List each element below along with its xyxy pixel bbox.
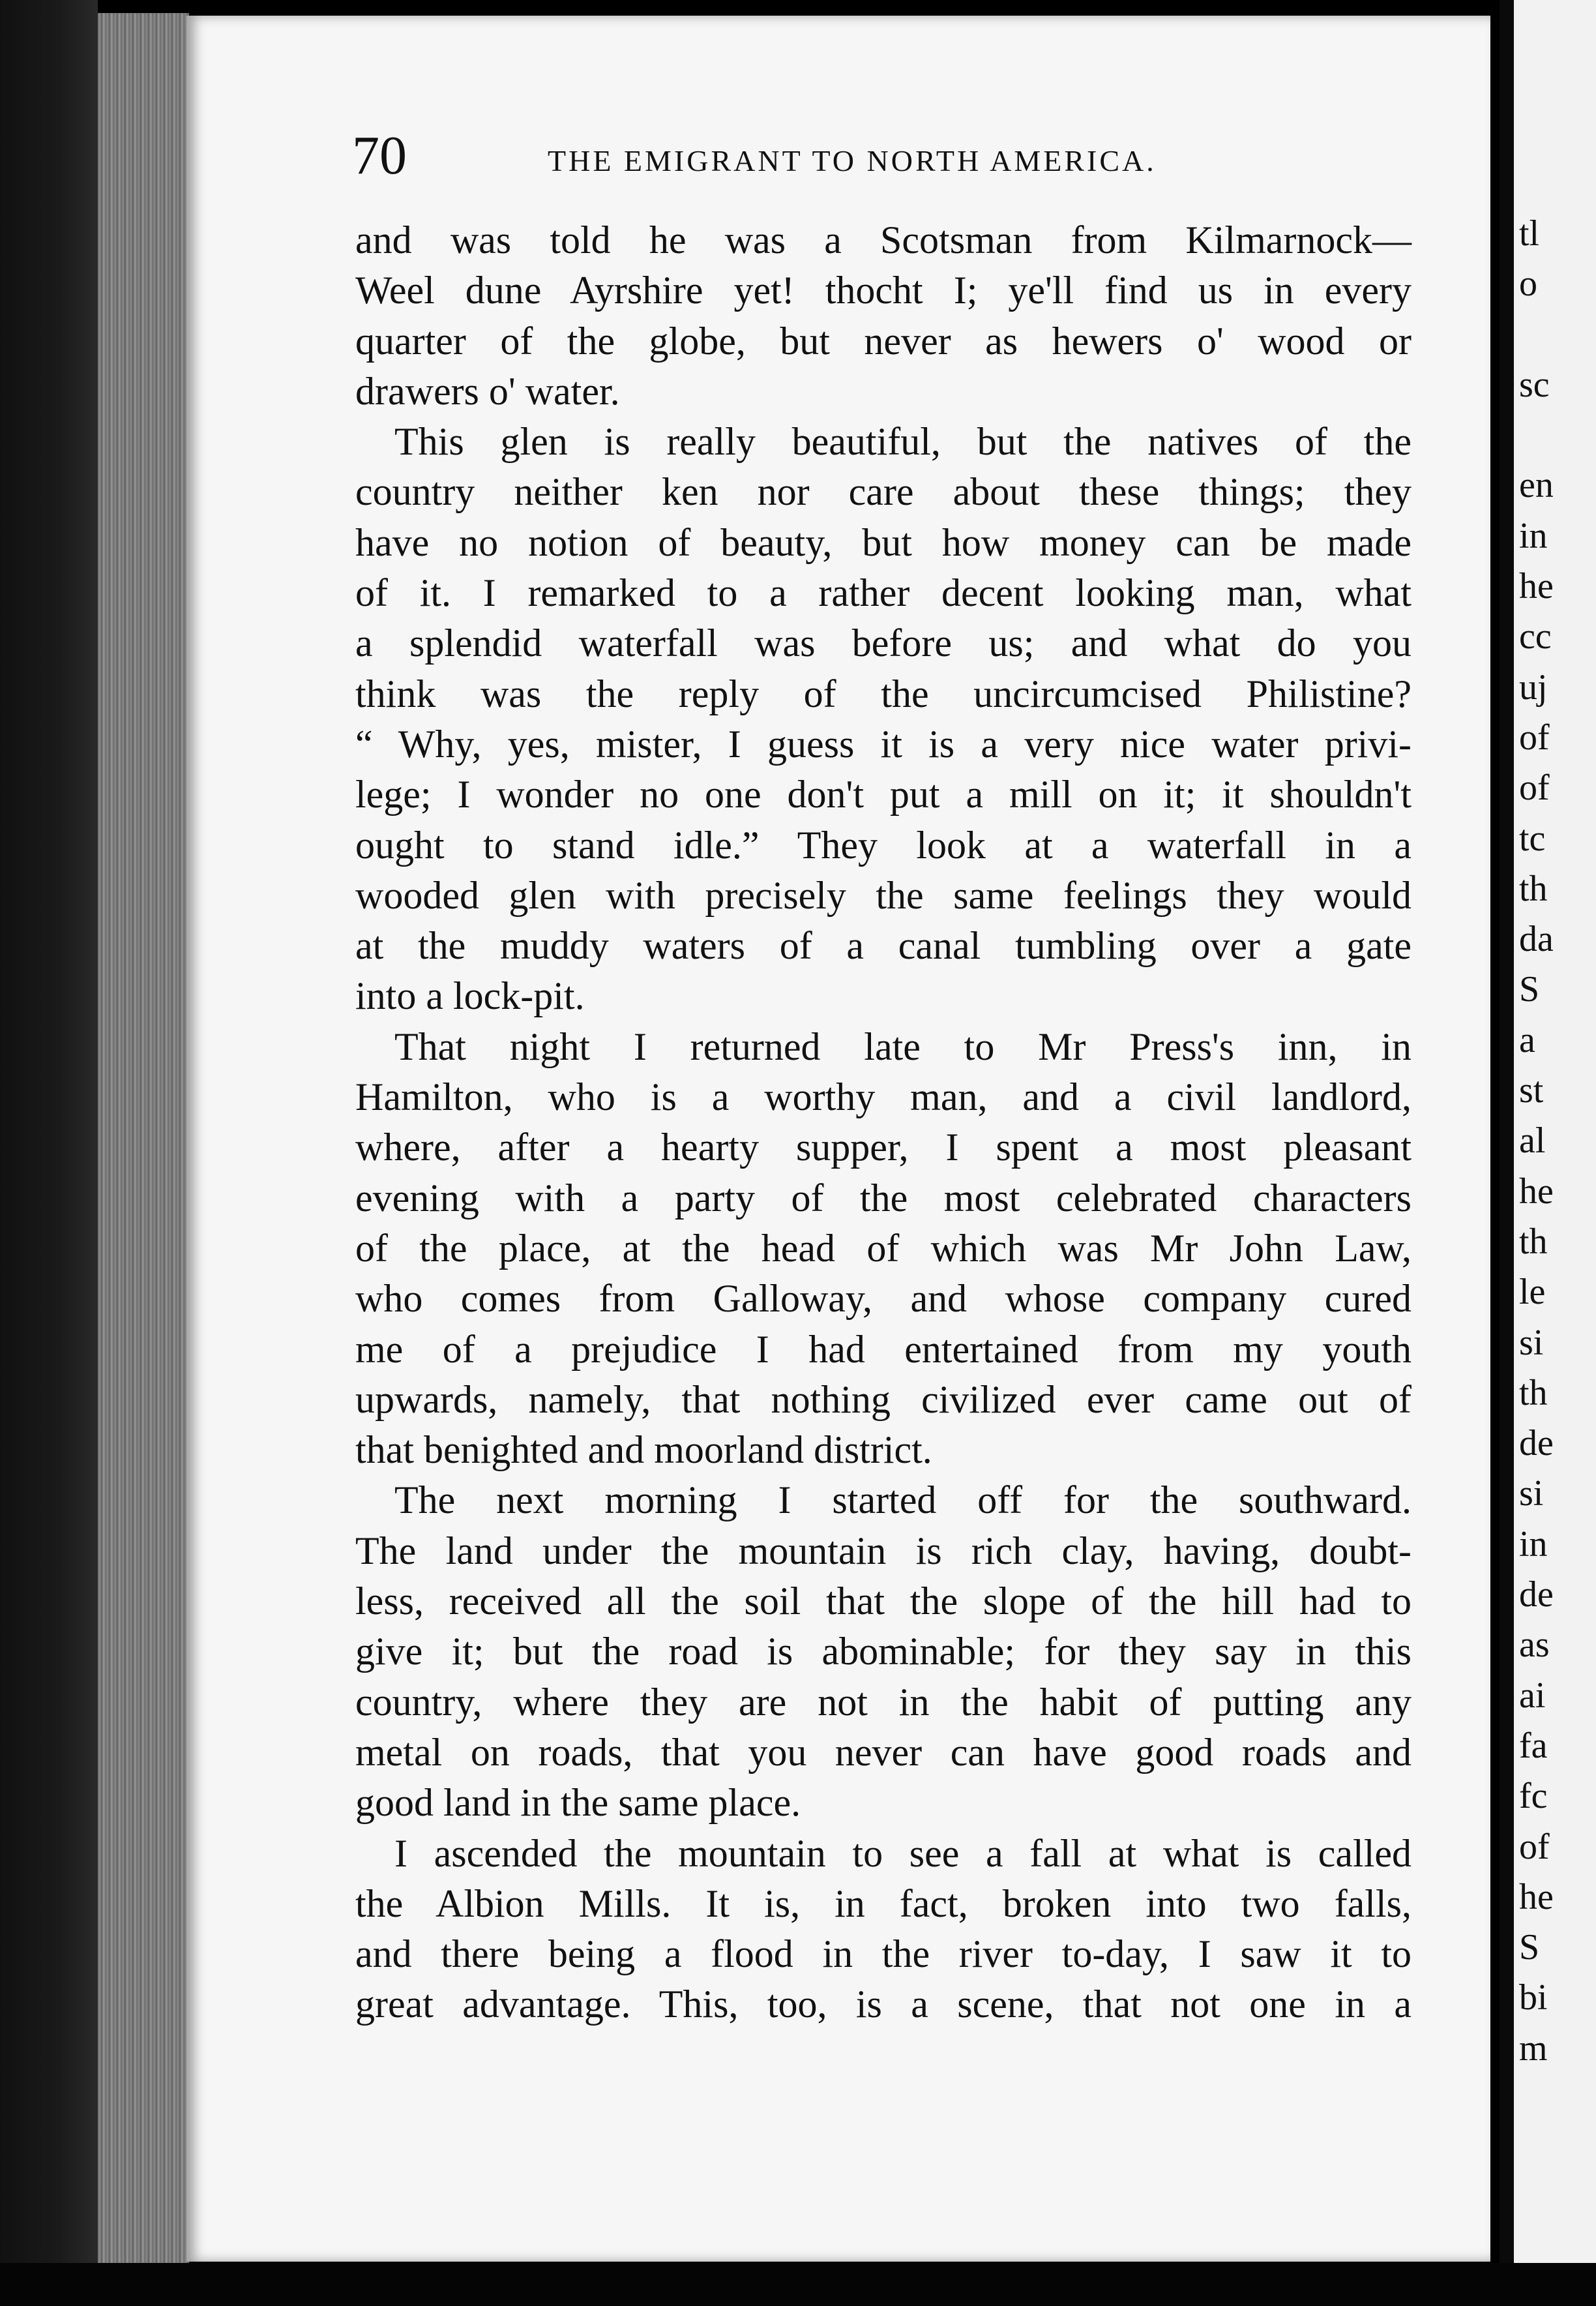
facing-page-fragment: bi <box>1519 1977 1548 2018</box>
facing-page-fragment: of <box>1519 1826 1550 1867</box>
facing-page-fragment: th <box>1519 1221 1548 1262</box>
facing-page-fragment: si <box>1519 1322 1544 1363</box>
facing-page-fragment: le <box>1519 1272 1546 1313</box>
page-header <box>352 124 1265 186</box>
facing-page-fragment: a <box>1519 1019 1535 1060</box>
text-line: into a lock-pit. <box>355 974 585 1018</box>
text-line: where, after a hearty supper, I spent a most pleasant <box>355 1126 1411 1169</box>
facing-page-fragment: tc <box>1519 818 1546 859</box>
text-line: have no notion of beauty, but how money can be made <box>355 520 1411 564</box>
text-line: great advantage. This, too, is a scene, that not one in a <box>355 1983 1411 2026</box>
facing-page-fragment: in <box>1519 515 1548 556</box>
page-number: 70 <box>352 125 407 186</box>
facing-page-fragment: da <box>1519 919 1554 960</box>
text-line: that benighted and moorland district. <box>355 1428 932 1472</box>
facing-page-fragment: as <box>1519 1625 1550 1666</box>
text-line: and was told he was a Scotsman from Kilmarnock— <box>355 218 1411 262</box>
text-line: the Albion Mills. It is, in fact, broken into two falls, <box>355 1881 1411 1925</box>
running-head: THE EMIGRANT TO NORTH AMERICA. <box>548 144 1157 177</box>
text-line: Weel dune Ayrshire yet! thocht I; ye'll find us in every <box>355 269 1411 312</box>
facing-page-fragment: S <box>1519 1927 1540 1968</box>
text-line: less, received all the soil that the slope of the hill had to <box>355 1580 1411 1623</box>
facing-page-fragment: si <box>1519 1473 1544 1514</box>
text-line: at the muddy waters of a canal tumbling over a gate <box>355 924 1411 968</box>
facing-page-fragment: fa <box>1519 1725 1548 1766</box>
book-spine-page-edges <box>98 13 189 2283</box>
text-line: drawers o' water. <box>355 369 620 413</box>
text-line: good land in the same place. <box>355 1781 801 1825</box>
text-line: wooded glen with precisely the same feelings they would <box>355 873 1411 917</box>
facing-page-fragment: S <box>1519 969 1540 1010</box>
text-line: upwards, namely, that nothing civilized ever came out of <box>355 1377 1411 1421</box>
facing-page-text-fragments <box>1519 209 1591 2074</box>
facing-page-fragment: of <box>1519 768 1550 809</box>
text-line: “ Why, yes, mister, I guess it is a very nice water privi- <box>355 722 1411 766</box>
text-line: Hamilton, who is a worthy man, and a civil landlord, <box>355 1075 1411 1119</box>
text-line: ought to stand idle.” They look at a waterfall in a <box>355 823 1411 867</box>
text-line: of the place, at the head of which was Mr John Law, <box>355 1226 1411 1270</box>
text-line: The land under the mountain is rich clay, having, doubt- <box>355 1529 1411 1572</box>
facing-page-fragment: th <box>1519 868 1548 909</box>
facing-page-fragment: st <box>1519 1070 1544 1111</box>
text-line: think was the reply of the uncircumcised Philistine? <box>355 672 1411 715</box>
text-line: who comes from Galloway, and whose company cured <box>355 1277 1411 1321</box>
facing-page-fragment: th <box>1519 1372 1548 1413</box>
facing-page-fragment: fc <box>1519 1776 1548 1817</box>
text-line: quarter of the globe, but never as hewers o' wood or <box>355 319 1411 363</box>
body-text <box>355 215 1411 2030</box>
scan-left-border <box>0 0 98 2306</box>
text-line: of it. I remarked to a rather decent looking man, what <box>355 571 1411 615</box>
facing-page-fragment: ai <box>1519 1675 1546 1716</box>
facing-page-fragment: he <box>1519 1876 1554 1917</box>
facing-page-fragment <box>1519 310 1591 360</box>
text-line: This glen is really beautiful, but the natives of the <box>394 420 1411 464</box>
facing-page-fragment: de <box>1519 1423 1554 1464</box>
facing-page-fragment: cc <box>1519 616 1552 657</box>
text-line: The next morning I started off for the southward. <box>394 1478 1411 1522</box>
facing-page-fragment: tl <box>1519 213 1540 254</box>
text-line: That night I returned late to Mr Press's inn, in <box>394 1025 1411 1068</box>
facing-page-fragment: de <box>1519 1574 1554 1615</box>
text-line: me of a prejudice I had entertained from my youth <box>355 1327 1411 1371</box>
scan-bottom-border <box>0 2263 1596 2306</box>
facing-page-fragment: al <box>1519 1120 1546 1161</box>
facing-page-fragment: m <box>1519 2028 1548 2069</box>
text-line: I ascended the mountain to see a fall at what is called <box>394 1831 1411 1875</box>
facing-page-fragment: sc <box>1519 364 1550 405</box>
text-line: and there being a flood in the river to-day, I saw it to <box>355 1932 1411 1976</box>
facing-page-fragment <box>1519 410 1591 460</box>
text-line: lege; I wonder no one don't put a mill on it; it shouldn't <box>355 773 1411 816</box>
facing-page-fragment: en <box>1519 465 1554 506</box>
facing-page-fragment: he <box>1519 566 1554 607</box>
text-line: metal on roads, that you never can have good roads and <box>355 1730 1411 1774</box>
facing-page-fragment: he <box>1519 1171 1554 1212</box>
facing-page-fragment: o <box>1519 263 1537 305</box>
facing-page-fragment: in <box>1519 1523 1548 1565</box>
facing-page-fragment: uj <box>1519 666 1548 708</box>
text-line: give it; but the road is abominable; for they say in this <box>355 1630 1411 1673</box>
text-line: country neither ken nor care about these things; they <box>355 470 1411 514</box>
facing-page-fragment: of <box>1519 717 1550 758</box>
text-line: a splendid waterfall was before us; and what do you <box>355 621 1411 665</box>
text-line: country, where they are not in the habit of putting any <box>355 1680 1411 1724</box>
text-line: evening with a party of the most celebrated characters <box>355 1176 1411 1220</box>
